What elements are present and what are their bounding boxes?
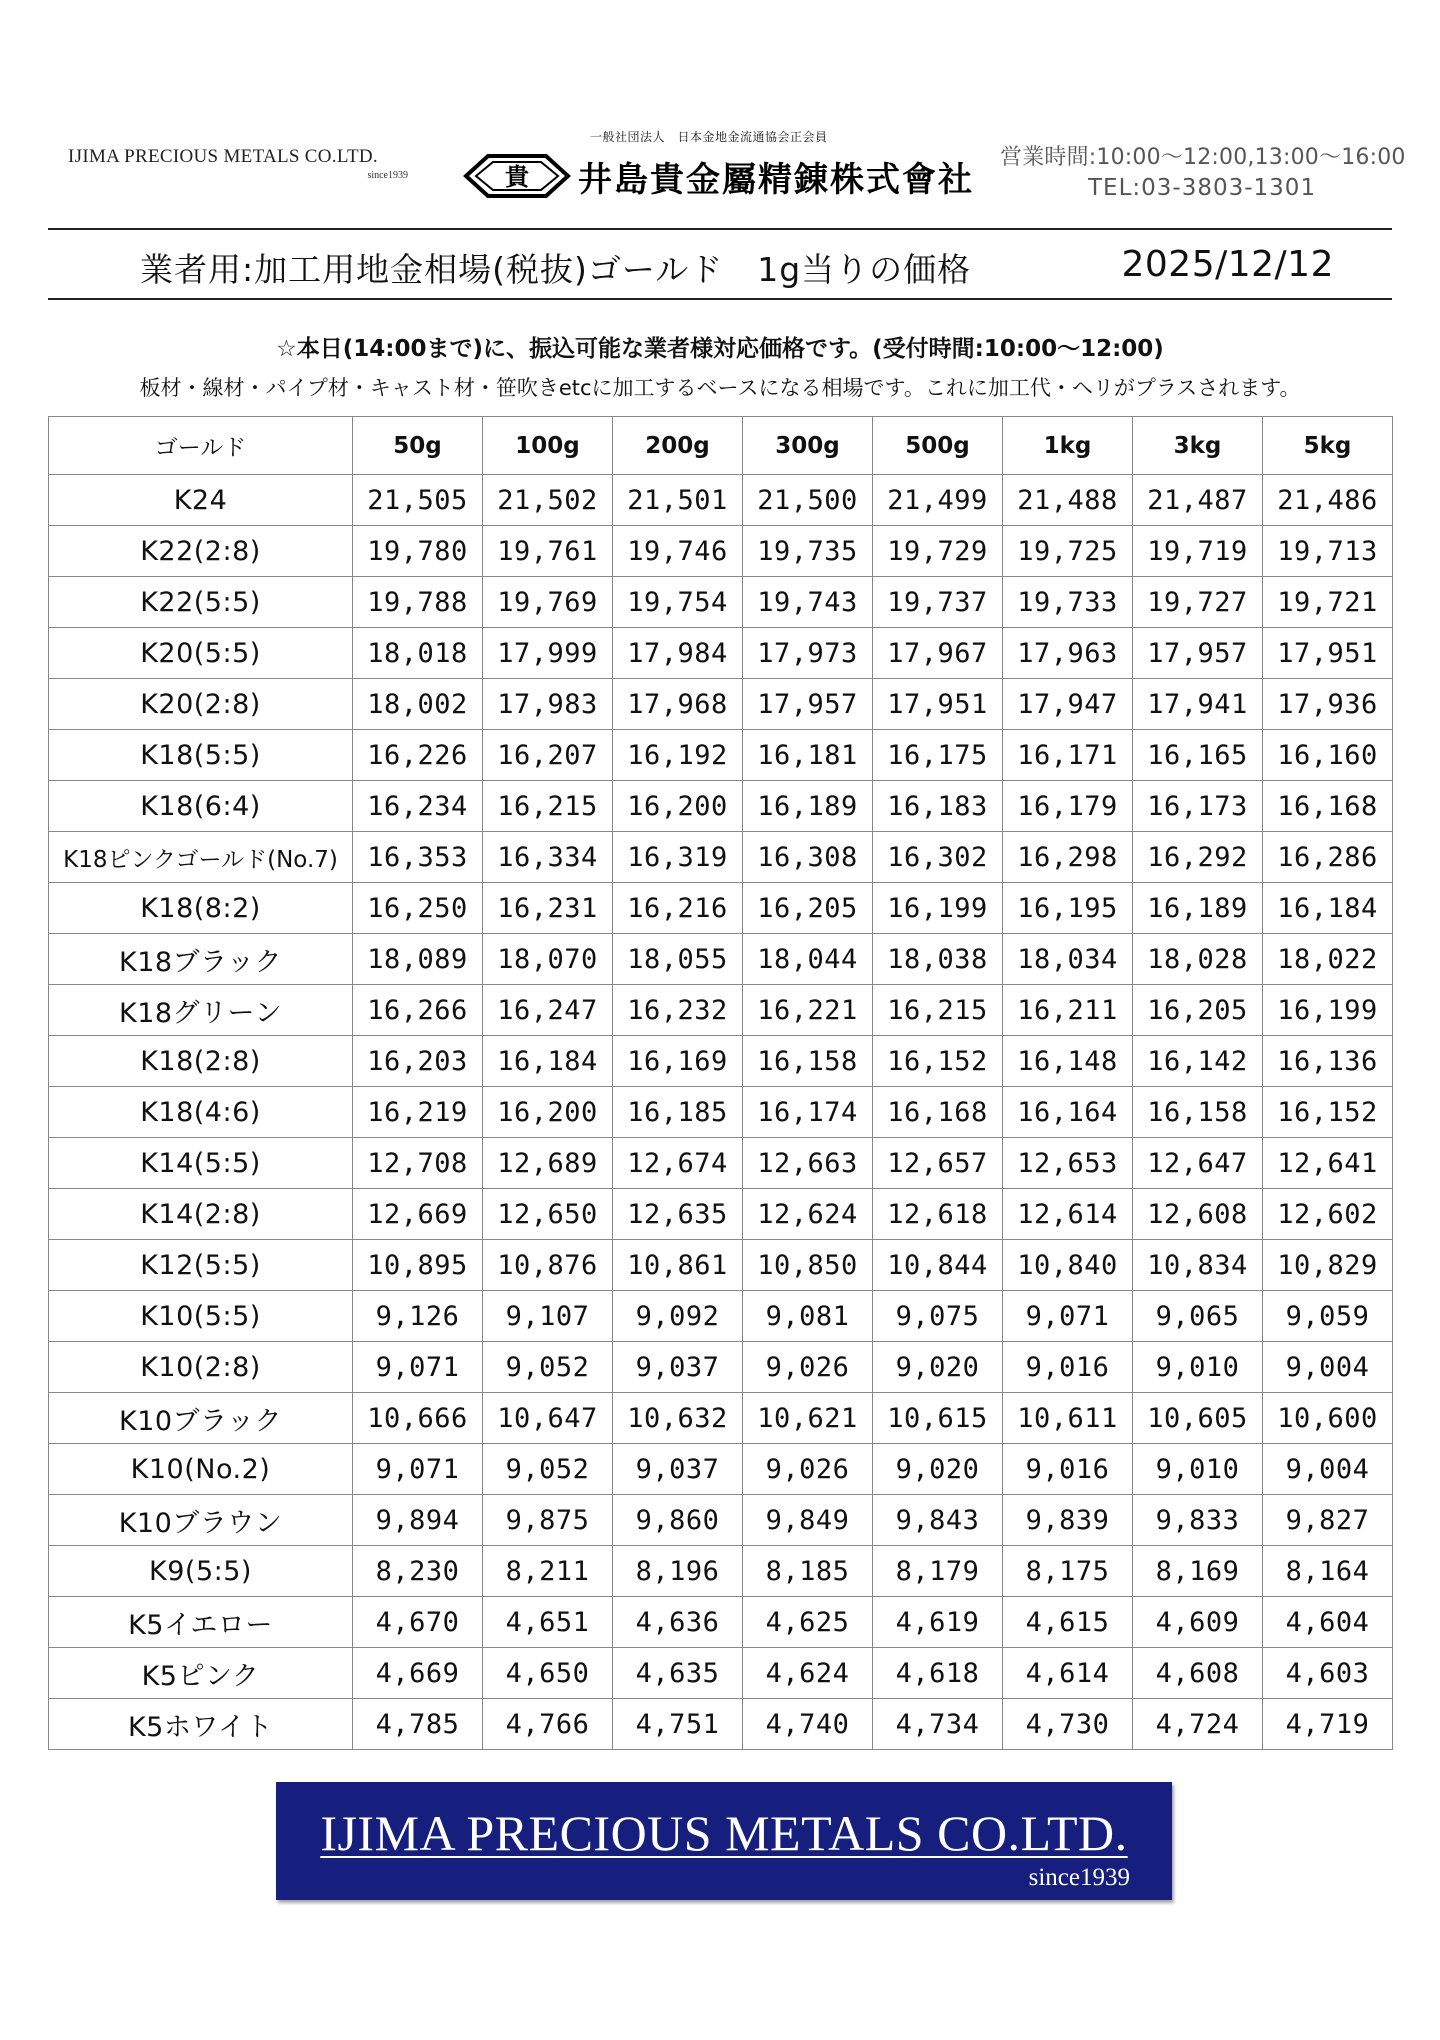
price-cell: 10,834 (1133, 1240, 1263, 1291)
price-cell: 16,164 (1003, 1087, 1133, 1138)
company-name: 井島貴金屬精錬株式會社 (578, 160, 974, 200)
price-cell: 16,266 (353, 985, 483, 1036)
price-cell: 12,641 (1263, 1138, 1393, 1189)
price-cell: 16,152 (1263, 1087, 1393, 1138)
price-cell: 4,730 (1003, 1699, 1133, 1750)
table-row (49, 1699, 1393, 1750)
price-cell: 9,860 (613, 1495, 743, 1546)
price-cell: 17,963 (1003, 628, 1133, 679)
price-cell: 12,674 (613, 1138, 743, 1189)
price-cell: 16,181 (743, 730, 873, 781)
price-cell: 19,727 (1133, 577, 1263, 628)
price-cell: 10,632 (613, 1393, 743, 1444)
price-cell: 16,148 (1003, 1036, 1133, 1087)
table-row (49, 934, 1393, 985)
table-row (49, 730, 1393, 781)
title-bar (48, 228, 1392, 300)
price-cell: 10,876 (483, 1240, 613, 1291)
price-cell: 4,636 (613, 1597, 743, 1648)
price-cell: 10,615 (873, 1393, 1003, 1444)
row-label: K18ピンクゴールド(No.7) (49, 832, 353, 883)
price-cell: 10,611 (1003, 1393, 1133, 1444)
price-cell: 4,635 (613, 1648, 743, 1699)
price-cell: 4,604 (1263, 1597, 1393, 1648)
price-cell: 4,670 (353, 1597, 483, 1648)
table-row (49, 679, 1393, 730)
price-cell: 16,168 (873, 1087, 1003, 1138)
row-label: K10ブラック (49, 1393, 353, 1444)
price-cell: 9,026 (743, 1342, 873, 1393)
price-cell: 10,600 (1263, 1393, 1393, 1444)
row-label: K14(5:5) (49, 1138, 353, 1189)
price-cell: 10,829 (1263, 1240, 1393, 1291)
price-cell: 16,250 (353, 883, 483, 934)
price-cell: 4,719 (1263, 1699, 1393, 1750)
page-header (0, 118, 1440, 218)
price-cell: 9,004 (1263, 1342, 1393, 1393)
price-cell: 12,653 (1003, 1138, 1133, 1189)
price-cell: 19,754 (613, 577, 743, 628)
table-row (49, 832, 1393, 883)
price-cell: 9,849 (743, 1495, 873, 1546)
price-cell: 18,089 (353, 934, 483, 985)
table-row (49, 1138, 1393, 1189)
row-label: K12(5:5) (49, 1240, 353, 1291)
price-cell: 16,319 (613, 832, 743, 883)
price-cell: 9,037 (613, 1444, 743, 1495)
price-cell: 9,016 (1003, 1342, 1133, 1393)
price-cell: 16,158 (1133, 1087, 1263, 1138)
price-cell: 12,635 (613, 1189, 743, 1240)
row-label: K20(2:8) (49, 679, 353, 730)
price-cell: 19,746 (613, 526, 743, 577)
price-cell: 16,207 (483, 730, 613, 781)
price-cell: 12,663 (743, 1138, 873, 1189)
price-cell: 16,173 (1133, 781, 1263, 832)
row-label: K5イエロー (49, 1597, 353, 1648)
price-cell: 8,175 (1003, 1546, 1133, 1597)
price-cell: 9,052 (483, 1342, 613, 1393)
price-cell: 10,621 (743, 1393, 873, 1444)
price-cell: 17,973 (743, 628, 873, 679)
company-emblem-icon (462, 152, 572, 200)
price-cell: 19,761 (483, 526, 613, 577)
table-header-row (49, 417, 1393, 475)
table-row (49, 1495, 1393, 1546)
price-cell: 17,957 (1133, 628, 1263, 679)
row-label: K18グリーン (49, 985, 353, 1036)
price-cell: 10,861 (613, 1240, 743, 1291)
price-cell: 19,780 (353, 526, 483, 577)
price-cell: 10,647 (483, 1393, 613, 1444)
price-cell: 16,211 (1003, 985, 1133, 1036)
price-cell: 17,947 (1003, 679, 1133, 730)
price-cell: 4,625 (743, 1597, 873, 1648)
price-date: 2025/12/12 (1121, 244, 1334, 285)
price-cell: 12,624 (743, 1189, 873, 1240)
price-cell: 9,010 (1133, 1342, 1263, 1393)
row-label: K18(6:4) (49, 781, 353, 832)
table-row (49, 781, 1393, 832)
price-cell: 9,065 (1133, 1291, 1263, 1342)
price-cell: 17,999 (483, 628, 613, 679)
association-membership: 一般社団法人 日本金地金流通協会正会員 (590, 130, 828, 144)
price-cell: 4,609 (1133, 1597, 1263, 1648)
table-row (49, 1240, 1393, 1291)
price-cell: 8,196 (613, 1546, 743, 1597)
price-cell: 9,016 (1003, 1444, 1133, 1495)
notice-line-1: ☆本日(14:00まで)に、振込可能な業者様対応価格です。(受付時間:10:00～12:00) (276, 336, 1164, 362)
price-cell: 16,247 (483, 985, 613, 1036)
price-cell: 9,827 (1263, 1495, 1393, 1546)
price-cell: 4,608 (1133, 1648, 1263, 1699)
price-cell: 19,743 (743, 577, 873, 628)
price-cell: 12,689 (483, 1138, 613, 1189)
price-cell: 21,501 (613, 475, 743, 526)
price-cell: 18,038 (873, 934, 1003, 985)
price-cell: 9,052 (483, 1444, 613, 1495)
price-cell: 4,724 (1133, 1699, 1263, 1750)
price-cell: 12,647 (1133, 1138, 1263, 1189)
price-cell: 18,034 (1003, 934, 1133, 985)
price-cell: 9,020 (873, 1342, 1003, 1393)
price-cell: 17,957 (743, 679, 873, 730)
price-cell: 21,499 (873, 475, 1003, 526)
price-cell: 19,713 (1263, 526, 1393, 577)
price-cell: 17,951 (1263, 628, 1393, 679)
price-cell: 16,205 (1133, 985, 1263, 1036)
row-label: K18(2:8) (49, 1036, 353, 1087)
price-cell: 16,183 (873, 781, 1003, 832)
price-cell: 8,179 (873, 1546, 1003, 1597)
price-cell: 16,234 (353, 781, 483, 832)
price-cell: 16,169 (613, 1036, 743, 1087)
price-cell: 8,185 (743, 1546, 873, 1597)
row-label: K14(2:8) (49, 1189, 353, 1240)
price-cell: 16,215 (483, 781, 613, 832)
price-cell: 4,603 (1263, 1648, 1393, 1699)
price-cell: 9,092 (613, 1291, 743, 1342)
table-row (49, 1291, 1393, 1342)
price-cell: 19,729 (873, 526, 1003, 577)
price-cell: 10,666 (353, 1393, 483, 1444)
price-cell: 12,650 (483, 1189, 613, 1240)
price-cell: 19,719 (1133, 526, 1263, 577)
price-cell: 4,618 (873, 1648, 1003, 1699)
price-cell: 17,968 (613, 679, 743, 730)
price-cell: 9,081 (743, 1291, 873, 1342)
price-cell: 18,022 (1263, 934, 1393, 985)
emblem-glyph: 貴 (505, 163, 529, 191)
price-table (48, 416, 1393, 1750)
telephone: TEL:03-3803-1301 (1088, 175, 1317, 201)
row-label: K10(No.2) (49, 1444, 353, 1495)
price-cell: 9,020 (873, 1444, 1003, 1495)
contact-info (1000, 140, 1440, 201)
price-cell: 17,936 (1263, 679, 1393, 730)
price-cell: 16,199 (873, 883, 1003, 934)
table-row (49, 883, 1393, 934)
price-cell: 12,708 (353, 1138, 483, 1189)
price-cell: 9,071 (353, 1342, 483, 1393)
price-cell: 4,740 (743, 1699, 873, 1750)
column-header: 300g (743, 417, 873, 475)
price-cell: 16,171 (1003, 730, 1133, 781)
price-cell: 12,602 (1263, 1189, 1393, 1240)
price-cell: 4,614 (1003, 1648, 1133, 1699)
row-label: K5ホワイト (49, 1699, 353, 1750)
price-cell: 8,211 (483, 1546, 613, 1597)
price-cell: 16,308 (743, 832, 873, 883)
price-cell: 4,651 (483, 1597, 613, 1648)
price-cell: 16,158 (743, 1036, 873, 1087)
price-cell: 21,486 (1263, 475, 1393, 526)
column-header: 100g (483, 417, 613, 475)
footer-banner-name: IJIMA PRECIOUS METALS CO.LTD. (320, 1805, 1128, 1861)
price-cell: 16,136 (1263, 1036, 1393, 1087)
price-cell: 21,487 (1133, 475, 1263, 526)
price-cell: 16,219 (353, 1087, 483, 1138)
price-cell: 17,941 (1133, 679, 1263, 730)
price-cell: 16,195 (1003, 883, 1133, 934)
price-cell: 16,175 (873, 730, 1003, 781)
table-row (49, 1597, 1393, 1648)
price-cell: 16,221 (743, 985, 873, 1036)
price-cell: 21,500 (743, 475, 873, 526)
table-row (49, 1036, 1393, 1087)
price-cell: 12,608 (1133, 1189, 1263, 1240)
price-cell: 16,192 (613, 730, 743, 781)
price-cell: 16,142 (1133, 1036, 1263, 1087)
price-cell: 9,843 (873, 1495, 1003, 1546)
price-cell: 16,184 (483, 1036, 613, 1087)
table-row (49, 1648, 1393, 1699)
price-cell: 10,605 (1133, 1393, 1263, 1444)
price-cell: 16,292 (1133, 832, 1263, 883)
price-cell: 9,037 (613, 1342, 743, 1393)
table-row (49, 1342, 1393, 1393)
price-cell: 9,004 (1263, 1444, 1393, 1495)
price-cell: 16,298 (1003, 832, 1133, 883)
table-row (49, 628, 1393, 679)
table-row (49, 1393, 1393, 1444)
price-cell: 16,215 (873, 985, 1003, 1036)
company-logo (462, 128, 982, 208)
table-row (49, 1546, 1393, 1597)
price-cell: 16,189 (1133, 883, 1263, 934)
price-cell: 9,894 (353, 1495, 483, 1546)
price-cell: 12,669 (353, 1189, 483, 1240)
price-cell: 16,203 (353, 1036, 483, 1087)
column-header: 50g (353, 417, 483, 475)
price-cell: 9,107 (483, 1291, 613, 1342)
column-header: 1kg (1003, 417, 1133, 475)
price-cell: 9,071 (1003, 1291, 1133, 1342)
price-cell: 12,614 (1003, 1189, 1133, 1240)
price-cell: 19,788 (353, 577, 483, 628)
price-cell: 16,231 (483, 883, 613, 934)
price-cell: 4,650 (483, 1648, 613, 1699)
table-row (49, 985, 1393, 1036)
price-cell: 4,619 (873, 1597, 1003, 1648)
row-label: K22(2:8) (49, 526, 353, 577)
price-cell: 8,230 (353, 1546, 483, 1597)
price-cell: 16,152 (873, 1036, 1003, 1087)
price-cell: 9,026 (743, 1444, 873, 1495)
price-cell: 10,844 (873, 1240, 1003, 1291)
price-cell: 18,055 (613, 934, 743, 985)
price-cell: 16,200 (613, 781, 743, 832)
price-cell: 9,059 (1263, 1291, 1393, 1342)
price-cell: 19,725 (1003, 526, 1133, 577)
notice-line-2: 板材・線材・パイプ材・キャスト材・笹吹きetcに加工するベースになる相場です。これに加工代・ヘリがプラスされます。 (139, 376, 1301, 400)
price-cell: 16,160 (1263, 730, 1393, 781)
price-cell: 9,010 (1133, 1444, 1263, 1495)
price-cell: 10,850 (743, 1240, 873, 1291)
row-label: K18ブラック (49, 934, 353, 985)
table-row (49, 1444, 1393, 1495)
price-cell: 4,766 (483, 1699, 613, 1750)
price-cell: 12,657 (873, 1138, 1003, 1189)
price-cell: 19,735 (743, 526, 873, 577)
page-title: 業者用:加工用地金相場(税抜)ゴールド 1g当りの価格 (140, 250, 972, 289)
price-cell: 19,721 (1263, 577, 1393, 628)
price-cell: 16,226 (353, 730, 483, 781)
price-cell: 17,951 (873, 679, 1003, 730)
price-cell: 16,199 (1263, 985, 1393, 1036)
price-cell: 16,216 (613, 883, 743, 934)
price-cell: 16,174 (743, 1087, 873, 1138)
price-cell: 16,189 (743, 781, 873, 832)
price-cell: 8,164 (1263, 1546, 1393, 1597)
brand-left-name: IJIMA PRECIOUS METALS CO.LTD. (68, 146, 378, 167)
price-cell: 4,734 (873, 1699, 1003, 1750)
price-cell: 10,895 (353, 1240, 483, 1291)
price-cell: 18,018 (353, 628, 483, 679)
price-cell: 17,967 (873, 628, 1003, 679)
price-cell: 16,200 (483, 1087, 613, 1138)
price-cell: 19,737 (873, 577, 1003, 628)
footer-banner (276, 1782, 1172, 1900)
row-label: K18(4:6) (49, 1087, 353, 1138)
price-cell: 19,733 (1003, 577, 1133, 628)
table-row (49, 577, 1393, 628)
table-row (49, 1087, 1393, 1138)
price-cell: 9,839 (1003, 1495, 1133, 1546)
price-cell: 4,615 (1003, 1597, 1133, 1648)
row-label: K18(5:5) (49, 730, 353, 781)
column-header: 5kg (1263, 417, 1393, 475)
price-cell: 4,624 (743, 1648, 873, 1699)
price-cell: 9,071 (353, 1444, 483, 1495)
price-cell: 18,028 (1133, 934, 1263, 985)
column-header-gold: ゴールド (49, 417, 353, 475)
price-table-body (49, 475, 1393, 1750)
row-label: K5ピンク (49, 1648, 353, 1699)
price-cell: 21,488 (1003, 475, 1133, 526)
price-cell: 16,185 (613, 1087, 743, 1138)
price-cell: 21,505 (353, 475, 483, 526)
price-cell: 16,205 (743, 883, 873, 934)
brand-left-logo (68, 146, 428, 181)
table-row (49, 1189, 1393, 1240)
row-label: K9(5:5) (49, 1546, 353, 1597)
price-cell: 16,353 (353, 832, 483, 883)
price-cell: 9,833 (1133, 1495, 1263, 1546)
row-label: K10(2:8) (49, 1342, 353, 1393)
price-cell: 10,840 (1003, 1240, 1133, 1291)
column-header: 500g (873, 417, 1003, 475)
price-cell: 19,769 (483, 577, 613, 628)
column-header: 3kg (1133, 417, 1263, 475)
price-cell: 4,785 (353, 1699, 483, 1750)
row-label: K10(5:5) (49, 1291, 353, 1342)
price-cell: 8,169 (1133, 1546, 1263, 1597)
column-header: 200g (613, 417, 743, 475)
price-cell: 4,751 (613, 1699, 743, 1750)
row-label: K18(8:2) (49, 883, 353, 934)
price-cell: 21,502 (483, 475, 613, 526)
price-cell: 16,179 (1003, 781, 1133, 832)
table-row (49, 475, 1393, 526)
price-cell: 16,334 (483, 832, 613, 883)
row-label: K10ブラウン (49, 1495, 353, 1546)
price-cell: 18,002 (353, 679, 483, 730)
price-cell: 9,875 (483, 1495, 613, 1546)
business-hours: 営業時間:10:00～12:00,13:00～16:00 (1000, 145, 1406, 170)
price-cell: 16,302 (873, 832, 1003, 883)
price-cell: 16,184 (1263, 883, 1393, 934)
row-label: K24 (49, 475, 353, 526)
price-cell: 18,044 (743, 934, 873, 985)
row-label: K20(5:5) (49, 628, 353, 679)
price-cell: 17,983 (483, 679, 613, 730)
price-cell: 4,669 (353, 1648, 483, 1699)
price-cell: 16,286 (1263, 832, 1393, 883)
price-cell: 9,126 (353, 1291, 483, 1342)
price-cell: 17,984 (613, 628, 743, 679)
price-cell: 16,168 (1263, 781, 1393, 832)
price-cell: 12,618 (873, 1189, 1003, 1240)
table-row (49, 526, 1393, 577)
row-label: K22(5:5) (49, 577, 353, 628)
price-cell: 18,070 (483, 934, 613, 985)
price-cell: 16,165 (1133, 730, 1263, 781)
price-cell: 16,232 (613, 985, 743, 1036)
footer-banner-since: since1939 (1028, 1864, 1130, 1891)
brand-left-since: since1939 (367, 170, 408, 181)
price-cell: 9,075 (873, 1291, 1003, 1342)
